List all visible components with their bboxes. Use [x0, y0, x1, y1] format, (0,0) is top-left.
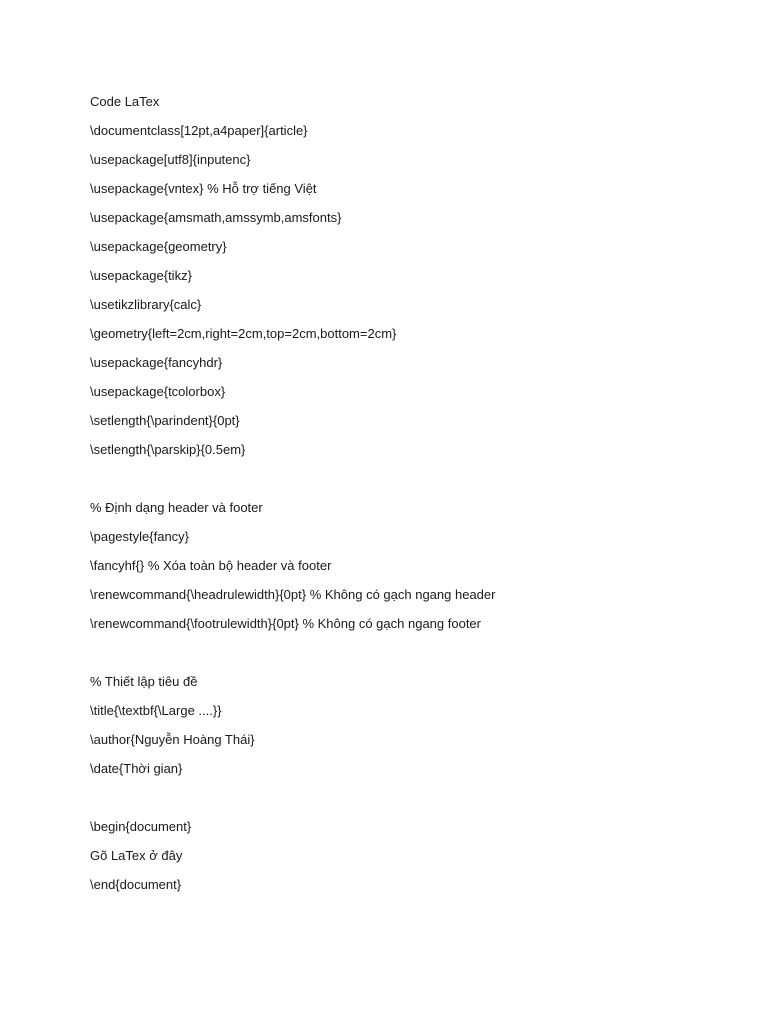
document-line: \usepackage{vntex} % Hỗ trợ tiếng Việt	[90, 181, 317, 196]
blank-line	[90, 643, 730, 672]
document-line: \date{Thời gian}	[90, 761, 183, 776]
document-line: \fancyhf{} % Xóa toàn bộ header và footer	[90, 558, 332, 573]
document-line: \usepackage{fancyhdr}	[90, 355, 223, 370]
document-line: \author{Nguyễn Hoàng Thái}	[90, 732, 255, 747]
document-line: \usetikzlibrary{calc}	[90, 297, 202, 312]
document-line: \title{\textbf{\Large ....}}	[90, 703, 222, 718]
document-line: \usepackage{tikz}	[90, 268, 192, 283]
document-line: \documentclass[12pt,a4paper]{article}	[90, 123, 308, 138]
document-line: % Định dạng header và footer	[90, 500, 263, 515]
blank-line	[90, 469, 730, 498]
document-line: \renewcommand{\headrulewidth}{0pt} % Không có gạch ngang header	[90, 587, 496, 602]
document-line: \pagestyle{fancy}	[90, 529, 190, 544]
document-line: \geometry{left=2cm,right=2cm,top=2cm,bottom=2cm}	[90, 326, 397, 341]
document-line: \end{document}	[90, 877, 182, 892]
document-body	[90, 92, 730, 904]
document-line: \usepackage{tcolorbox}	[90, 384, 226, 399]
document-line: Code LaTex	[90, 94, 160, 109]
document-line: \setlength{\parskip}{0.5em}	[90, 442, 246, 457]
document-line: \usepackage[utf8]{inputenc}	[90, 152, 251, 167]
blank-line	[90, 788, 730, 817]
document-line: \usepackage{amsmath,amssymb,amsfonts}	[90, 210, 342, 225]
document-line: \setlength{\parindent}{0pt}	[90, 413, 240, 428]
document-line: \begin{document}	[90, 819, 192, 834]
document-line: % Thiết lập tiêu đề	[90, 674, 198, 689]
document-line: \usepackage{geometry}	[90, 239, 227, 254]
document-line: \renewcommand{\footrulewidth}{0pt} % Không có gạch ngang footer	[90, 616, 481, 631]
document-line: Gõ LaTex ở đây	[90, 848, 183, 863]
